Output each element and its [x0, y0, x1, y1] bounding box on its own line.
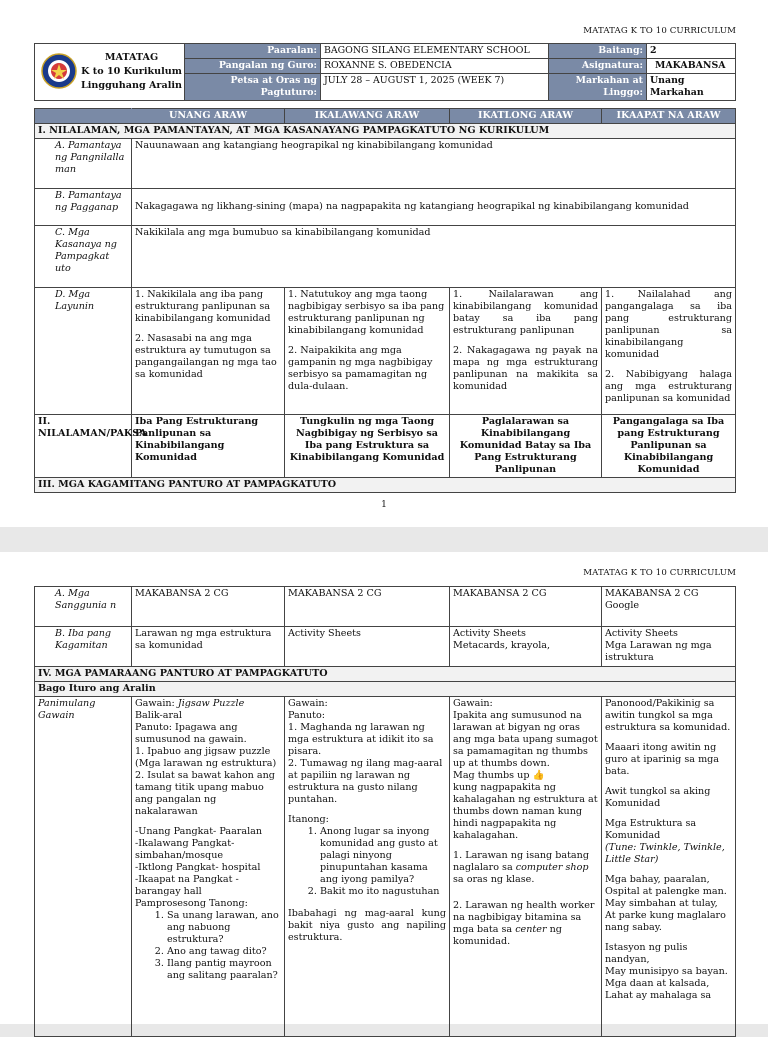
p4-p4: Mga Estruktura sa Komunidad [605, 818, 697, 841]
mat-day4-a: Activity Sheets [605, 628, 678, 639]
row-c-text: Nakikilala ang mga bumubuo sa kinabibilangang komunidad [132, 226, 736, 288]
p1-gawain-em: Jigsaw Puzzle [177, 698, 245, 709]
ref-day2: MAKABANSA 2 CG [285, 587, 450, 627]
p3-gawain: Gawain: [453, 698, 493, 709]
row-d-day3 [450, 288, 602, 415]
p3-mag: Mag thumbs up [453, 770, 530, 781]
p3-l2b: ng komunidad. [453, 924, 562, 947]
ref-day1: MAKABANSA 2 CG [132, 587, 285, 627]
objective-3b: 2. Nakagagawa ng payak na mapa ng mga estrukturang panlipunan na makikita sa komunidad [453, 345, 598, 392]
row-d-day2 [285, 288, 450, 415]
guro-label: Pangalan ng Guro: [185, 59, 321, 74]
bago-ituro-title: Bago Ituro ang Aralin [35, 682, 736, 697]
p1-balik: Balik-aral [135, 710, 182, 721]
asignatura-label: Asignatura: [549, 59, 647, 74]
p1-step1: 1. Ipabuo ang jigsaw puzzle (Mga larawan ng estruktura) [135, 746, 277, 769]
p2-q1: 1. Anong lugar sa inyong komunidad ang gusto at palagi ninyong pinupuntahan kasama ang iyong pamilya? [320, 826, 446, 886]
p3-l2em: center [515, 924, 547, 935]
corner-head [35, 109, 132, 124]
p1-panuto: Panuto: Ipagawa ang sumusunod na gawain. [135, 722, 247, 745]
p3-mag2: kung nagpapakita ng kahalagahan ng estruktura at thumbs down naman kung hindi nagpapakita ng kahalagahan. [453, 782, 598, 841]
mat-day2: Activity Sheets [285, 627, 450, 667]
p1-q2: 2. Ano ang tawag dito? [167, 946, 281, 958]
row-a2-label: A. Mga Sanggunia n [35, 587, 132, 627]
row-a-label: A. Pamantaya ng Pangnilalla man [35, 139, 132, 189]
p3-ipakita: Ipakita ang sumusunod na larawan at bigyan ng oras ang mga bata upang sumagot sa pamamagitan ng thumbs up at thumbs down. [453, 710, 598, 769]
row-b2-label: B. Iba pang Kagamitan [35, 627, 132, 667]
p4-p2: Maaari itong awitin ng guro at iparinig sa mga bata. [605, 742, 720, 777]
mat-day1: Larawan ng mga estruktura sa komunidad [132, 627, 285, 667]
row-a-text: Nauunawaan ang katangiang heograpikal ng kinabibilangang komunidad [132, 139, 736, 189]
row-d-day1 [132, 288, 285, 415]
row-b-text: Nakagagawa ng likhang-sining (mapa) na nagpapakita ng katangiang heograpikal ng kinabibilangang komunidad [132, 189, 736, 226]
title-line1: MATATAG [104, 52, 159, 63]
p2-gawain: Gawain: [288, 698, 328, 709]
ref-day4-b: Google [605, 600, 640, 611]
p4-p5a: Mga bahay, paaralan, [605, 874, 710, 885]
section-3-title: III. MGA KAGAMITANG PANTURO AT PAMPAGKATUTO [35, 478, 736, 493]
p1-group2: -Ikalawang Pangkat- simbahan/mosque [135, 838, 235, 861]
title-line3: Lingguhang Aralin [81, 80, 182, 91]
p2-step2: 2. Tumawag ng ilang mag-aaral at papiliin ng larawan ng estruktura na gusto nilang puntahan. [288, 758, 443, 805]
main-table-page1 [34, 108, 736, 493]
title-block [35, 44, 185, 101]
thumbs-up-icon: 👍 [532, 770, 545, 781]
p3-l2a: 2. Larawan ng health worker na nagbibigay bitamina sa mga bata sa [453, 900, 595, 935]
markahan-value: Unang Markahan [647, 74, 736, 101]
panimula-day1 [132, 697, 285, 1037]
baitang-label: Baitang: [549, 44, 647, 59]
ref-day4 [602, 587, 736, 627]
p2-itanong: Itanong: [288, 814, 329, 825]
guro-value: ROXANNE S. OBEDENCIA [321, 59, 549, 74]
day2-head: IKALAWANG ARAW [285, 109, 450, 124]
p4-p6a: Istasyon ng pulis nandyan, [605, 942, 688, 965]
mat-day3-a: Activity Sheets [453, 628, 526, 639]
p1-step2: 2. Isulat sa bawat kahon ang tamang titik upang mabuo ang pangalan ng nakalarawan [135, 770, 275, 817]
p4-p5c: May simbahan at tulay, [605, 898, 718, 909]
p1-group3: -Iktlong Pangkat- hospital [135, 862, 261, 873]
p4-p6c: Mga daan at kalsada, [605, 978, 710, 989]
p1-q1: 1. Sa unang larawan, ano ang nabuong estruktura? [167, 910, 281, 946]
ref-day4-a: MAKABANSA 2 CG [605, 588, 699, 599]
petsa-value: JULY 28 – AUGUST 1, 2025 (WEEK 7) [321, 74, 549, 101]
p4-p6d: Lahat ay mahalaga sa [605, 990, 712, 1001]
objective-2b: 2. Naipakikita ang mga gampanin ng mga nagbibigay serbisyo sa pamamagitan ng dula-dulaan. [288, 345, 433, 392]
page-2 [0, 552, 768, 1024]
row-b-label: B. Pamantaya ng Pagganap [35, 189, 132, 226]
mat-day3-b: Metacards, krayola, [453, 640, 551, 651]
row-d-day4 [602, 288, 736, 415]
topic-day3: Paglalarawan sa Kinabibilangang Komunidad Batay sa Iba Pang Estrukturang Panlipunan [450, 415, 602, 478]
p2-q2: 2. Bakit mo ito nagustuhan [320, 886, 446, 898]
deped-seal-icon [41, 53, 77, 89]
mat-day4-b: Mga Larawan ng mga istruktura [605, 640, 712, 663]
topic-day2: Tungkulin ng mga Taong Nagbibigay ng Serbisyo sa Iba pang Estruktura sa Kinabibilangang Komunidad [285, 415, 450, 478]
section-4-title: IV. MGA PAMARAANG PANTURO AT PAMPAGKATUTO [35, 667, 736, 682]
p4-p6b: May munisipyo sa bayan. [605, 966, 728, 977]
p2-panuto: Panuto: [288, 710, 325, 721]
row-c-label: C. Mga Kasanaya ng Pampagkat uto [35, 226, 132, 288]
ref-day3: MAKABANSA 2 CG [450, 587, 602, 627]
section-2-label: II. NILALAMAN/PAKSA [35, 415, 132, 478]
p4-p1: Panonood/Pakikinig sa awitin tungkol sa mga estruktura sa komunidad. [605, 698, 731, 733]
mat-day4 [602, 627, 736, 667]
p4-p5d: At parke kung maglalaro nang sabay. [605, 910, 726, 933]
p2-step1: 1. Maghanda ng larawan ng mga estruktura at idikit ito sa pisara. [288, 722, 434, 757]
day1-head: UNANG ARAW [132, 109, 285, 124]
p3-l1em: computer shop [515, 862, 589, 873]
objective-1b: 2. Nasasabi na ang mga estruktura ay tumutugon sa pangangailangan ng mga tao sa komunidad [135, 333, 277, 380]
panimula-label: Panimulang Gawain [35, 697, 132, 1037]
day3-head: IKATLONG ARAW [450, 109, 602, 124]
p3-l1a: 1. Larawan ng isang batang naglalaro sa [453, 850, 589, 873]
p1-group1: -Unang Pangkat- Paaralan [135, 826, 263, 837]
p4-p3: Awit tungkol sa aking Komunidad [605, 786, 711, 809]
baitang-value: 2 [647, 44, 736, 59]
p1-gawain: Gawain: [135, 698, 178, 709]
panimula-day4 [602, 697, 736, 1037]
info-table [34, 43, 736, 101]
p1-tanong: Pamprosesong Tanong: [135, 898, 248, 909]
objective-4b: 2. Nabibigyang halaga ang mga estrukturang panlipunan sa komunidad [605, 369, 732, 404]
objective-2a: 1. Natutukoy ang mga taong nagbibigay serbisyo sa iba pang estrukturang panlipunan ng kinabibilangang komunidad [288, 289, 445, 336]
p4-p4em: (Tune: Twinkle, Twinkle, Little Star) [605, 842, 725, 865]
curriculum-label-2: MATATAG K TO 10 CURRICULUM [583, 568, 736, 578]
p1-group4: -Ikaapat na Pangkat - barangay hall [135, 874, 239, 897]
panimula-day2 [285, 697, 450, 1037]
paaralan-label: Paaralan: [185, 44, 321, 59]
p2-ibahagi: Ibabahagi ng mag-aaral kung bakit niya gusto ang napiling estruktura. [288, 908, 446, 943]
objective-3a: 1. Nailalarawan ang kinabibilangang komunidad batay sa iba pang estrukturang panlipunan [453, 289, 598, 336]
objective-1a: 1. Nakikilala ang iba pang estrukturang panlipunan sa kinabibilangang komunidad [135, 289, 271, 324]
mat-day3 [450, 627, 602, 667]
section-1-title: I. NILALAMAN, MGA PAMANTAYAN, AT MGA KASANAYANG PAMPAGKATUTO NG KURIKULUM [35, 124, 736, 139]
markahan-label: Markahan at Linggo: [549, 74, 647, 101]
asignatura-value: MAKABANSA [647, 59, 736, 74]
topic-day4: Pangangalaga sa Iba pang Estrukturang Panlipunan sa Kinabibilangang Komunidad [602, 415, 736, 478]
row-d-label: D. Mga Layunin [35, 288, 132, 415]
petsa-label: Petsa at Oras ng Pagtuturo: [185, 74, 321, 101]
title-line2: K to 10 Kurikulum [81, 66, 182, 77]
panimula-day3 [450, 697, 602, 1037]
p3-l1b: sa oras ng klase. [453, 874, 535, 885]
objective-4a: 1. Nailalahad ang pangangalaga sa iba pang estrukturang panlipunan sa kinabibilangang komunidad [605, 289, 732, 360]
main-table-page2 [34, 586, 736, 1037]
p1-q3: 3. Ilang pantig mayroon ang salitang paaralan? [167, 958, 281, 982]
page-number: 1 [381, 500, 387, 510]
paaralan-value: BAGONG SILANG ELEMENTARY SCHOOL [321, 44, 549, 59]
day4-head: IKAAPAT NA ARAW [602, 109, 736, 124]
curriculum-label: MATATAG K TO 10 CURRICULUM [583, 26, 736, 36]
p4-p5b: Ospital at palengke man. [605, 886, 727, 897]
topic-day1: Iba Pang Estrukturang Panlipunan sa Kinabibilangang Komunidad [132, 415, 285, 478]
